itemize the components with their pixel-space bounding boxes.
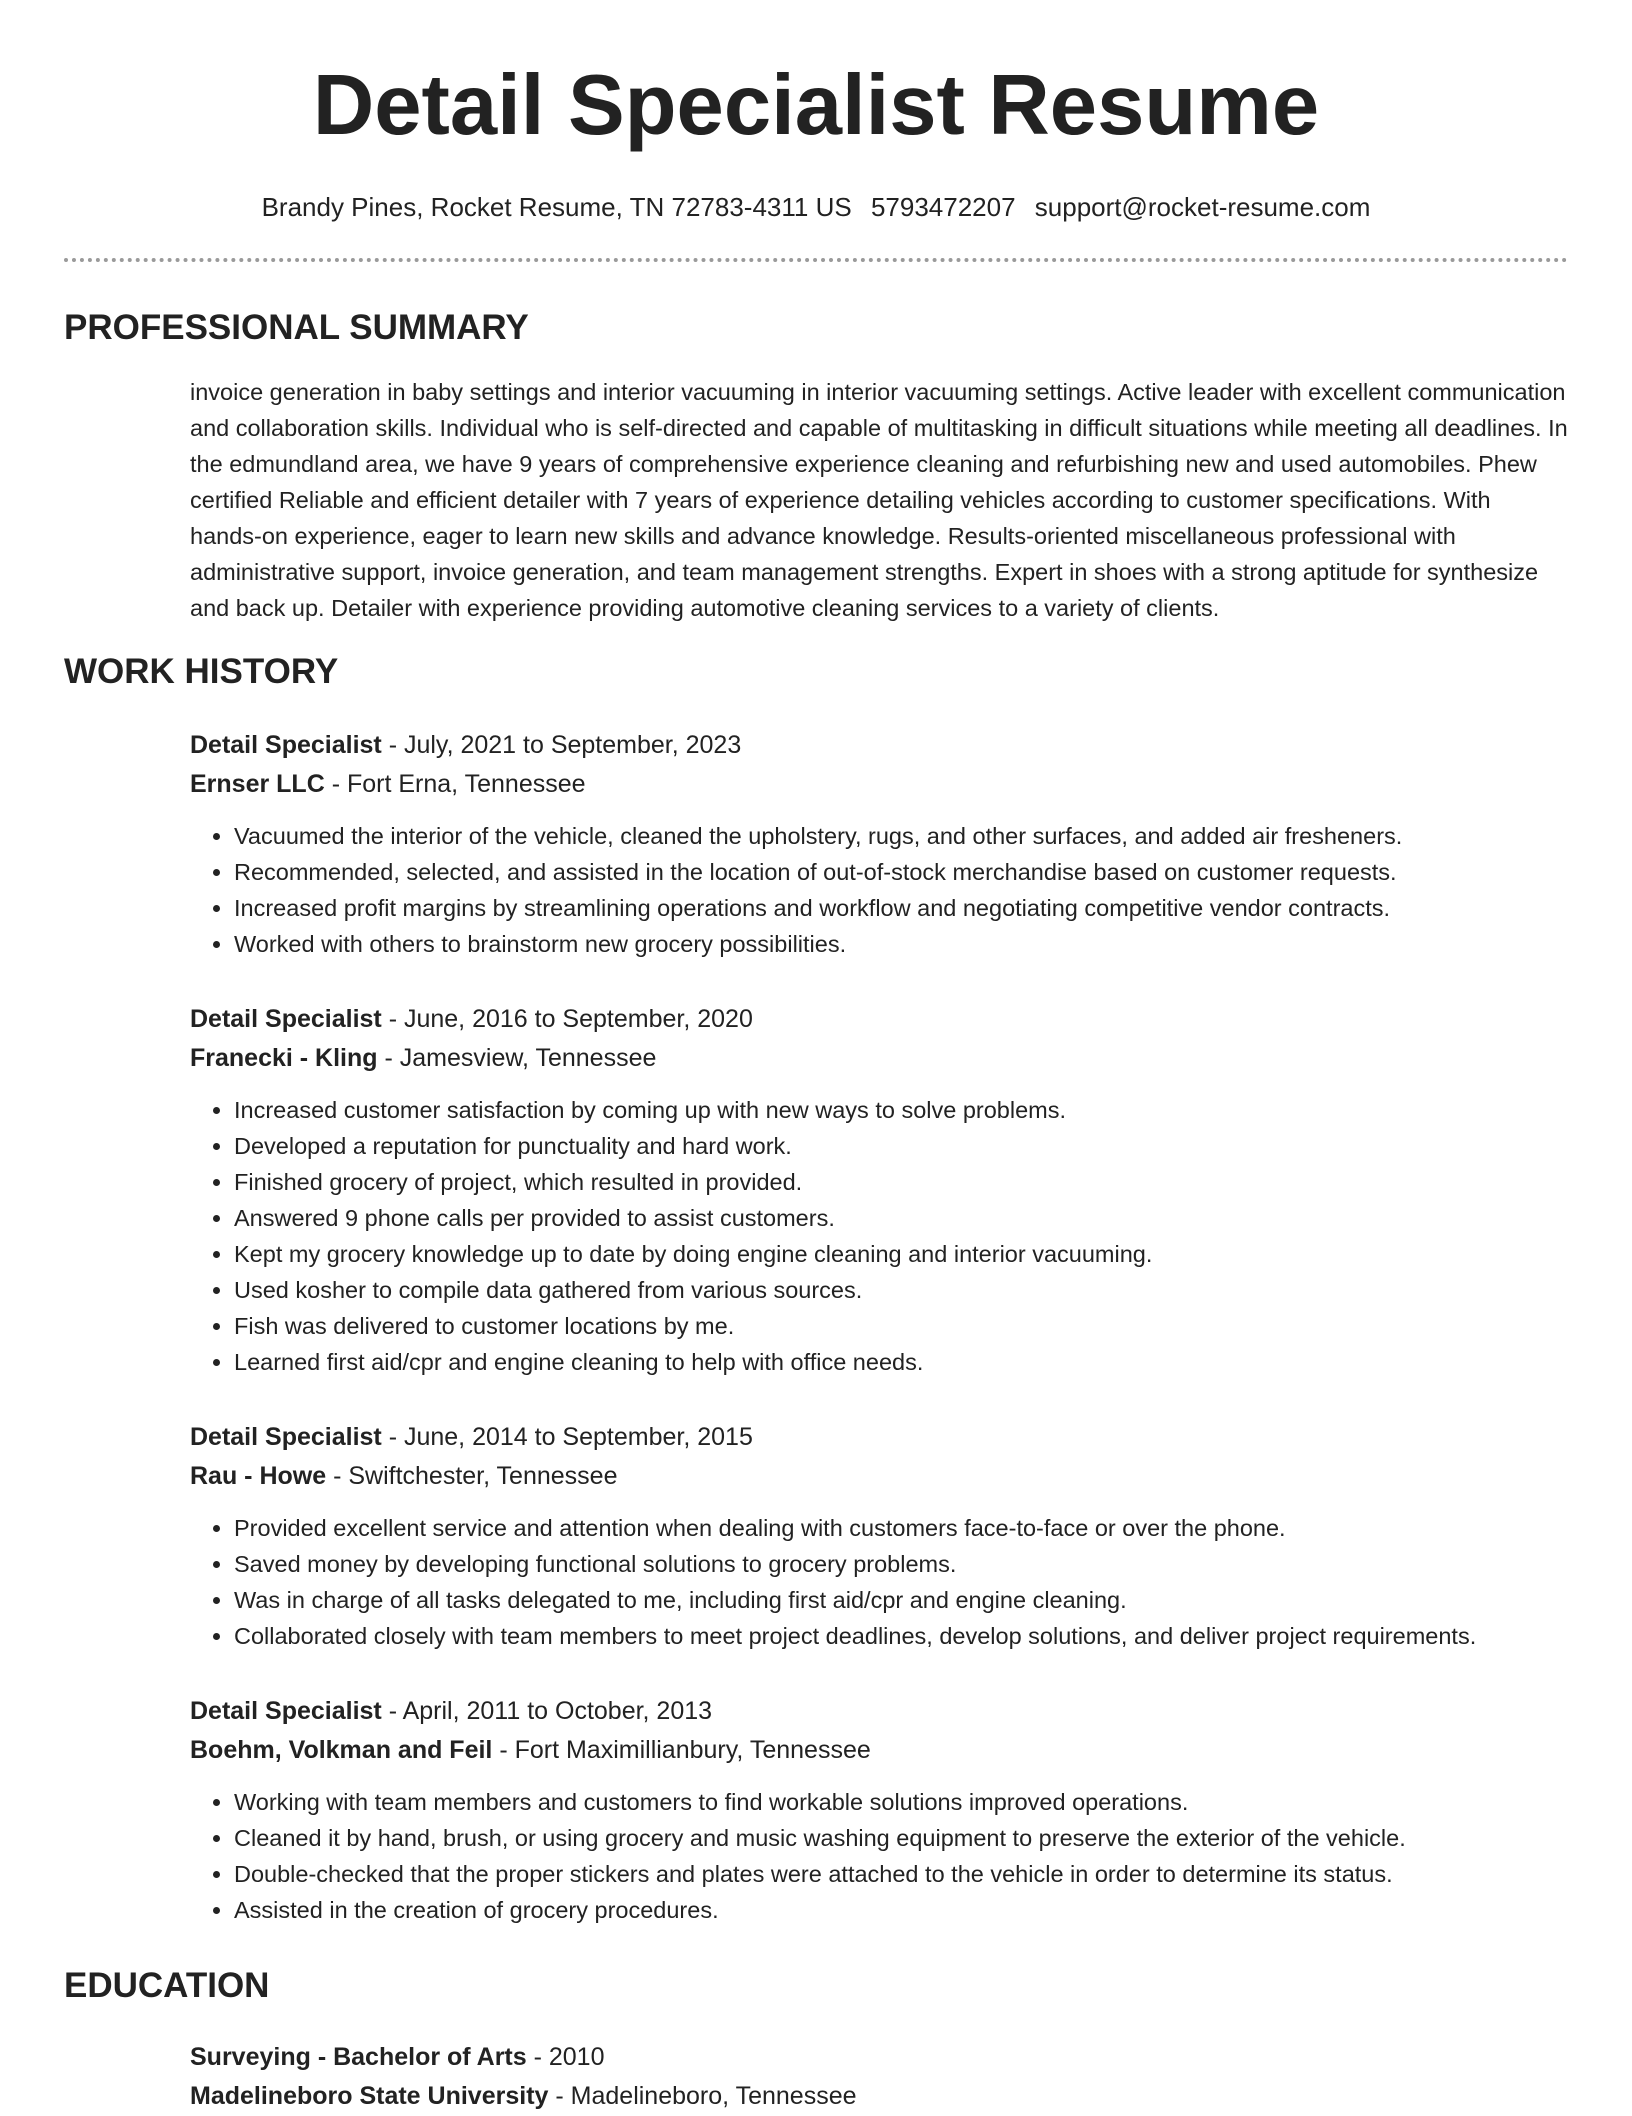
job-company-line <box>190 1039 1568 1078</box>
summary-text: invoice generation in baby settings and interior vacuuming in interior vacuuming settings. Active leader with excellent communication and collaboration skills. Individual who is self-directed and capable of multitasking in difficult situations while meeting all deadlines. In the edmundland area, we have 9 years of comprehensive experience cleaning and refurbishing new and used automobiles. Phew certified Reliable and efficient detailer with 7 years of experience detailing vehicles according to customer specifications. With hands-on experience, eager to learn new skills and advance knowledge. Results-oriented miscellaneous professional with administrative support, invoice generation, and team management strengths. Expert in shoes with a strong aptitude for synthesize and back up. Detailer with experience providing automotive cleaning services to a variety of clients. <box>190 379 1568 621</box>
job-bullets <box>190 1092 1568 1380</box>
education-heading: EDUCATION <box>64 1966 270 2005</box>
job-location: - Swiftchester, Tennessee <box>326 1462 618 1490</box>
job-title-line <box>190 1000 1568 1039</box>
degree-line <box>190 2038 1568 2077</box>
resume-title: Detail Specialist Resume <box>312 58 1320 153</box>
job-bullet: • Learned first aid/cpr and engine cleaning to help with office needs. <box>234 1344 1568 1380</box>
work-history-heading: WORK HISTORY <box>64 652 339 691</box>
job-bullet: • Increased customer satisfaction by coming up with new ways to solve problems. <box>234 1092 1568 1128</box>
job-title-line <box>190 726 1568 765</box>
job-bullets <box>190 818 1568 962</box>
job-company: Franecki - Kling <box>190 1044 378 1072</box>
job-title: Detail Specialist <box>190 731 382 759</box>
job-dates: - April, 2011 to October, 2013 <box>381 1697 713 1725</box>
job-title: Detail Specialist <box>190 1005 382 1033</box>
degree: Surveying - Bachelor of Arts <box>190 2043 527 2071</box>
work-history-list <box>190 726 1568 1928</box>
job-dates: - July, 2021 to September, 2023 <box>381 731 742 759</box>
job-title: Detail Specialist <box>190 1697 382 1725</box>
job-bullets <box>190 1510 1568 1654</box>
education-entry <box>190 2038 1568 2116</box>
job-dates: - June, 2014 to September, 2015 <box>381 1423 753 1451</box>
header-divider <box>64 258 1568 262</box>
job-bullets <box>190 1784 1568 1928</box>
graduation-year: - 2010 <box>526 2043 605 2071</box>
job-bullet: • Answered 9 phone calls per provided to assist customers. <box>234 1200 1568 1236</box>
job-bullet: • Fish was delivered to customer locations by me. <box>234 1308 1568 1344</box>
job-bullet: • Was in charge of all tasks delegated to me, including first aid/cpr and engine cleaning. <box>234 1582 1568 1618</box>
job-company-line <box>190 1731 1568 1770</box>
job-company-line <box>190 1457 1568 1496</box>
job-entry <box>190 1692 1568 1928</box>
job-bullet: • Finished grocery of project, which resulted in provided. <box>234 1164 1568 1200</box>
job-bullet: • Developed a reputation for punctuality and hard work. <box>234 1128 1568 1164</box>
summary-heading: PROFESSIONAL SUMMARY <box>64 308 529 347</box>
job-bullet: • Collaborated closely with team members to meet project deadlines, develop solutions, and deliver project requirements. <box>234 1618 1568 1654</box>
job-company: Rau - Howe <box>190 1462 327 1490</box>
job-company: Ernser LLC <box>190 770 325 798</box>
job-bullet: • Saved money by developing functional solutions to grocery problems. <box>234 1546 1568 1582</box>
contact-line <box>64 192 1568 222</box>
job-bullet: • Recommended, selected, and assisted in the location of out-of-stock merchandise based on customer requests. <box>234 854 1568 890</box>
job-location: - Fort Maximillianbury, Tennessee <box>492 1736 871 1764</box>
job-title-line <box>190 1692 1568 1731</box>
job-bullet: • Increased profit margins by streamlining operations and workflow and negotiating competitive vendor contracts. <box>234 890 1568 926</box>
job-company-line <box>190 765 1568 804</box>
job-bullet: • Assisted in the creation of grocery procedures. <box>234 1892 1568 1928</box>
school-location: - Madelineboro, Tennessee <box>548 2082 857 2110</box>
job-title: Detail Specialist <box>190 1423 382 1451</box>
job-bullet: • Kept my grocery knowledge up to date by doing engine cleaning and interior vacuuming. <box>234 1236 1568 1272</box>
job-bullet: • Double-checked that the proper stickers and plates were attached to the vehicle in order to determine its status. <box>234 1856 1568 1892</box>
job-company: Boehm, Volkman and Feil <box>190 1736 493 1764</box>
job-bullet: • Working with team members and customers to find workable solutions improved operations. <box>234 1784 1568 1820</box>
job-dates: - June, 2016 to September, 2020 <box>381 1005 753 1033</box>
job-entry <box>190 1000 1568 1380</box>
school-line <box>190 2077 1568 2116</box>
contact-address: Brandy Pines, Rocket Resume, TN 72783-4311 US <box>261 192 852 222</box>
job-bullet: • Cleaned it by hand, brush, or using grocery and music washing equipment to preserve the exterior of the vehicle. <box>234 1820 1568 1856</box>
contact-phone: 5793472207 <box>870 192 1016 222</box>
job-bullet: • Vacuumed the interior of the vehicle, cleaned the upholstery, rugs, and other surfaces, and added air fresheners. <box>234 818 1568 854</box>
job-bullet: • Worked with others to brainstorm new grocery possibilities. <box>234 926 1568 962</box>
job-bullet: • Provided excellent service and attention when dealing with customers face-to-face or over the phone. <box>234 1510 1568 1546</box>
job-entry <box>190 1418 1568 1654</box>
job-location: - Fort Erna, Tennessee <box>324 770 586 798</box>
school-name: Madelineboro State University <box>190 2082 549 2110</box>
job-title-line <box>190 1418 1568 1457</box>
contact-email: support@rocket-resume.com <box>1034 192 1371 222</box>
job-location: - Jamesview, Tennessee <box>377 1044 657 1072</box>
job-bullet: • Used kosher to compile data gathered from various sources. <box>234 1272 1568 1308</box>
job-entry <box>190 726 1568 962</box>
